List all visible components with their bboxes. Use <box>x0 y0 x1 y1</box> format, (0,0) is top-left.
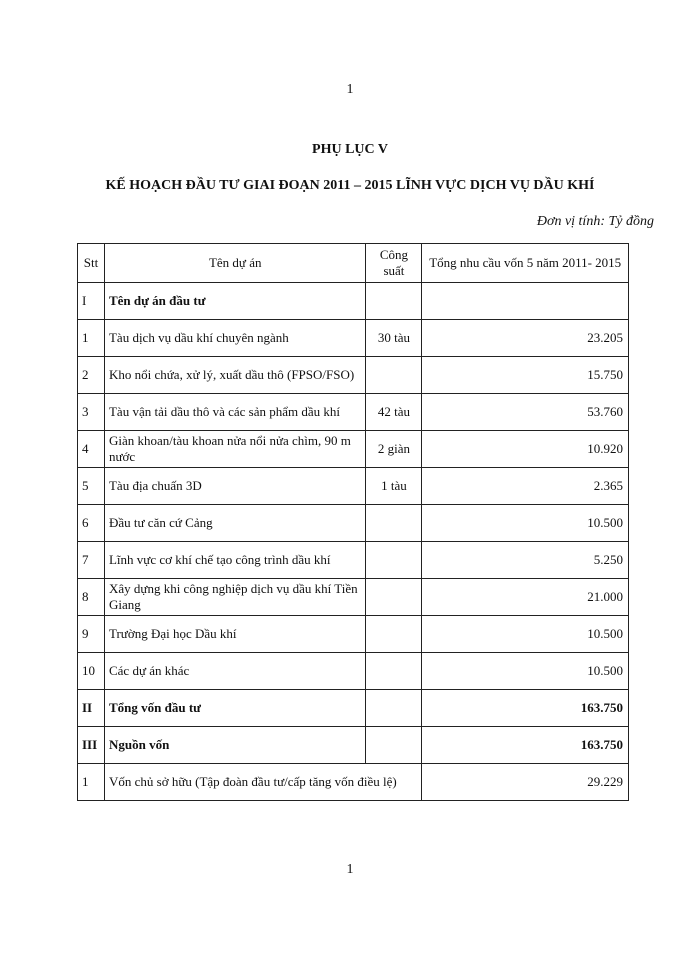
row-capacity <box>366 357 422 394</box>
unit-label: Đơn vị tính: Tỷ đồng <box>536 214 654 229</box>
header-capacity: Công suất <box>366 244 422 283</box>
row-amount: 10.500 <box>422 616 629 653</box>
table-row <box>78 320 629 357</box>
row-capacity <box>366 616 422 653</box>
row-capacity <box>366 542 422 579</box>
section-row-I <box>78 283 629 320</box>
page-number-top: 1 <box>346 82 354 97</box>
row-project-name: Tàu vận tải dầu thô và các sản phẩm dầu khí <box>104 394 365 431</box>
plan-title: KẾ HOẠCH ĐẦU TƯ GIAI ĐOẠN 2011 – 2015 LĨNH VỰC DỊCH VỤ DẦU KHÍ <box>105 178 595 193</box>
row-stt: 1 <box>78 320 105 357</box>
row-project-name: Xây dựng khi công nghiệp dịch vụ dầu khí Tiền Giang <box>104 579 365 616</box>
table-row <box>78 431 629 468</box>
row-amount: 29.229 <box>422 764 629 801</box>
row-amount: 2.365 <box>422 468 629 505</box>
page-number-bottom: 1 <box>346 862 354 877</box>
section-stt: II <box>78 690 105 727</box>
row-stt: 8 <box>78 579 105 616</box>
header-project-name: Tên dự án <box>104 244 365 283</box>
row-stt: 1 <box>78 764 105 801</box>
row-stt: 4 <box>78 431 105 468</box>
section-amount: 163.750 <box>422 690 629 727</box>
empty-cell <box>366 283 422 320</box>
header-total-capital: Tổng nhu cầu vốn 5 năm 2011- 2015 <box>422 244 629 283</box>
row-capacity: 42 tàu <box>366 394 422 431</box>
row-project-name: Đầu tư căn cứ Cảng <box>104 505 365 542</box>
empty-cell <box>366 727 422 764</box>
row-project-name: Kho nổi chứa, xử lý, xuất dầu thô (FPSO/FSO) <box>104 357 365 394</box>
appendix-title: PHỤ LỤC V <box>312 142 388 157</box>
row-amount: 10.920 <box>422 431 629 468</box>
table-row <box>78 505 629 542</box>
table-header-row <box>78 244 629 283</box>
row-project-name: Trường Đại học Dầu khí <box>104 616 365 653</box>
row-amount: 23.205 <box>422 320 629 357</box>
section-name: Nguồn vốn <box>104 727 365 764</box>
table-row <box>78 579 629 616</box>
empty-cell <box>422 283 629 320</box>
section-name: Tổng vốn đầu tư <box>104 690 365 727</box>
empty-cell <box>366 690 422 727</box>
section-row-II <box>78 690 629 727</box>
table-row <box>78 468 629 505</box>
row-capacity: 2 giàn <box>366 431 422 468</box>
row-project-name: Giàn khoan/tàu khoan nửa nổi nửa chìm, 90 m nước <box>104 431 365 468</box>
row-stt: 2 <box>78 357 105 394</box>
row-amount: 10.500 <box>422 505 629 542</box>
row-stt: 3 <box>78 394 105 431</box>
row-stt: 9 <box>78 616 105 653</box>
section-stt: III <box>78 727 105 764</box>
section-row-III <box>78 727 629 764</box>
section-name: Tên dự án đầu tư <box>104 283 365 320</box>
row-amount: 5.250 <box>422 542 629 579</box>
row-capacity: 30 tàu <box>366 320 422 357</box>
header-stt: Stt <box>78 244 105 283</box>
section-amount: 163.750 <box>422 727 629 764</box>
row-project-name: Tàu dịch vụ dầu khí chuyên ngành <box>104 320 365 357</box>
table-row <box>78 394 629 431</box>
row-stt: 10 <box>78 653 105 690</box>
row-amount: 15.750 <box>422 357 629 394</box>
row-amount: 53.760 <box>422 394 629 431</box>
row-project-name: Lĩnh vực cơ khí chế tạo công trình dầu khí <box>104 542 365 579</box>
row-project-name: Các dự án khác <box>104 653 365 690</box>
table-row <box>78 357 629 394</box>
row-capacity <box>366 579 422 616</box>
row-capacity: 1 tàu <box>366 468 422 505</box>
row-stt: 6 <box>78 505 105 542</box>
investment-table <box>77 243 629 801</box>
row-stt: 7 <box>78 542 105 579</box>
table-row <box>78 616 629 653</box>
table-row <box>78 764 629 801</box>
table-row <box>78 542 629 579</box>
row-capacity <box>366 505 422 542</box>
table-row <box>78 653 629 690</box>
row-project-name: Tàu địa chuấn 3D <box>104 468 365 505</box>
row-stt: 5 <box>78 468 105 505</box>
section-stt: I <box>78 283 105 320</box>
row-capacity <box>366 653 422 690</box>
row-project-name: Vốn chủ sở hữu (Tập đoàn đầu tư/cấp tăng vốn điều lệ) <box>104 764 421 801</box>
row-amount: 21.000 <box>422 579 629 616</box>
row-amount: 10.500 <box>422 653 629 690</box>
